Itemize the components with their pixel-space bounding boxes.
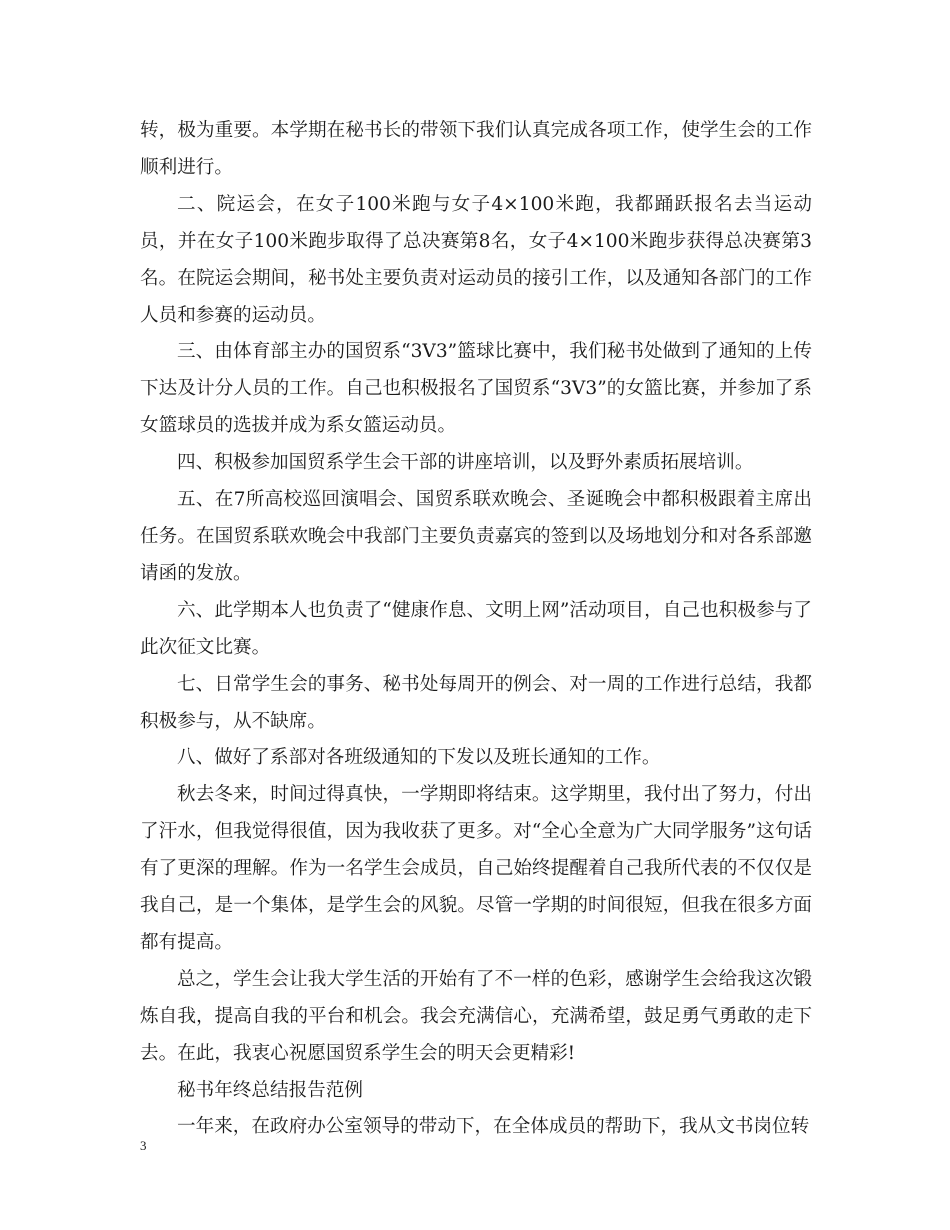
paragraph-reflection: 秋去冬来，时间过得真快，一学期即将结束。这学期里，我付出了努力，付出了汗水，但我觉得很值，因为我收获了更多。对“全心全意为广大同学服务”这句话有了更深的理解。作为一名学生会成员，自己始终提醒着自己我所代表的不仅仅是我自己，是一个集体，是学生会的风貌。尽管一学期的时间很短，但我在很多方面都有提高。 bbox=[140, 784, 812, 953]
page-number: 3 bbox=[140, 1138, 147, 1153]
paragraph-sports-meet: 二、院运会，在女子100米跑与女子4×100米跑，我都踊跃报名去当运动员，并在女子100米跑步取得了总决赛第8名，女子4×100米跑步获得总决赛第3名。在院运会期间，秘书处主要负责对运动员的接引工作，以及通知各部门的工作人员和参赛的运动员。 bbox=[140, 193, 812, 326]
paragraph-notifications: 八、做好了系部对各班级通知的下发以及班长通知的工作。 bbox=[177, 747, 661, 769]
paragraph-daily-affairs: 七、日常学生会的事务、秘书处每周开的例会、对一周的工作进行总结，我都积极参与，从不缺席。 bbox=[140, 673, 812, 732]
paragraph-continuation: 转，极为重要。本学期在秘书长的带领下我们认真完成各项工作，使学生会的工作顺利进行。 bbox=[140, 120, 812, 178]
paragraph-concerts: 五、在7所高校巡回演唱会、国贸系联欢晚会、圣诞晚会中都积极跟着主席出任务。在国贸系联欢晚会中我部门主要负责嘉宾的签到以及场地划分和对各系部邀请函的发放。 bbox=[140, 489, 812, 584]
paragraph-activity-project: 六、此学期本人也负责了“健康作息、文明上网”活动项目，自己也积极参与了此次征文比赛。 bbox=[140, 599, 812, 658]
paragraph-training: 四、积极参加国贸系学生会干部的讲座培训，以及野外素质拓展培训。 bbox=[177, 452, 754, 474]
paragraph-basketball: 三、由体育部主办的国贸系“3V3”篮球比赛中，我们秘书处做到了通知的上传下达及计分人员的工作。自己也积极报名了国贸系“3V3”的女篮比赛，并参加了系女篮球员的选拔并成为系女篮运动员。 bbox=[140, 341, 812, 437]
paragraph-new-section-start: 一年来，在政府办公室领导的带动下，在全体成员的帮助下，我从文书岗位转 bbox=[177, 1116, 810, 1138]
document-body bbox=[140, 113, 812, 1146]
section-heading: 秘书年终总结报告范例 bbox=[177, 1079, 363, 1101]
paragraph-conclusion: 总之，学生会让我大学生活的开始有了不一样的色彩，感谢学生会给我这次锻炼自我，提高自我的平台和机会。我会充满信心，充满希望，鼓足勇气勇敢的走下去。在此，我衷心祝愿国贸系学生会的明天会更精彩! bbox=[140, 968, 812, 1064]
